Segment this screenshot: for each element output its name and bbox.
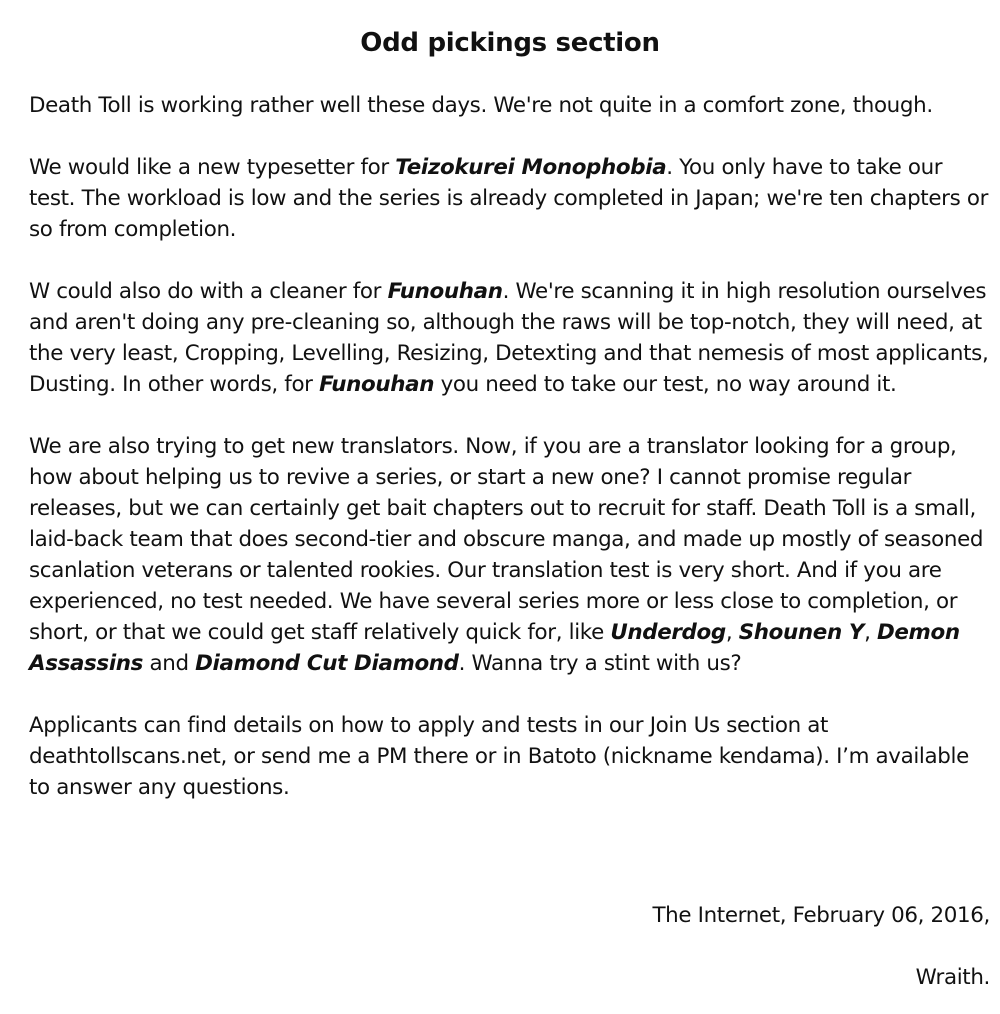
series-title: Diamond Cut Diamond: [195, 651, 459, 676]
document-body: [29, 90, 994, 834]
paragraph-text: . Wanna try a stint with us?: [458, 651, 742, 676]
signoff-place-date: The Internet, February 06, 2016,: [652, 903, 990, 928]
page-title: Odd pickings section: [360, 28, 660, 58]
paragraph-text: We are also trying to get new translators. Now, if you are a translator looking for a group, how about helping us to revive a series, or start a new one? I cannot promise regular releases, but we can certainly get bait chapters out to recruit for staff. Death Toll is a small, laid-back team that does second-tier and obscure manga, and made up mostly of seasoned scanlation veterans or talented rookies. Our translation test is very short. And if you are experienced, no test needed. We have several series more or less close to completion, or short, or that we could get staff relatively quick for, like: [29, 434, 984, 645]
paragraph-translators: [29, 431, 994, 679]
paragraph-text: Applicants can find details on how to apply and tests in our Join Us section at deathtollscans.net, or send me a PM there or in Batoto (nickname kendama). I’m available to answer any questions.: [29, 713, 969, 800]
separator-text: and: [143, 651, 196, 676]
series-title: Underdog: [610, 620, 726, 645]
series-title: Shounen Y: [738, 620, 865, 645]
series-title: Funouhan: [319, 372, 435, 397]
paragraph-cleaner: [29, 276, 994, 400]
paragraph-text: W could also do with a cleaner for: [29, 279, 388, 304]
series-title: Funouhan: [387, 279, 503, 304]
paragraph-text: . We're scanning it in high resolution ourselves and aren't doing any pre-cleaning so, although the raws will be top-notch, they will need, at the very least, Cropping, Levelling, Resizing, Detexting and that nemesis of most applicants, Dusting. In other words, for: [29, 279, 989, 397]
paragraph-typesetter: [29, 152, 994, 245]
paragraph-status: [29, 90, 994, 121]
series-title: Teizokurei Monophobia: [395, 155, 667, 180]
paragraph-text: you need to take our test, no way around it.: [434, 372, 897, 397]
paragraph-text: . You only have to take our test. The workload is low and the series is already completed in Japan; we're ten chapters or so from completion.: [29, 155, 989, 242]
separator-text: ,: [864, 620, 877, 645]
paragraph-text: We would like a new typesetter for: [29, 155, 396, 180]
paragraph-text: Death Toll is working rather well these days. We're not quite in a comfort zone, though.: [29, 93, 933, 118]
paragraph-applicants: [29, 710, 994, 803]
series-title: Demon Assassins: [29, 620, 960, 676]
signoff-signature: Wraith.: [915, 965, 990, 990]
separator-text: ,: [725, 620, 739, 645]
